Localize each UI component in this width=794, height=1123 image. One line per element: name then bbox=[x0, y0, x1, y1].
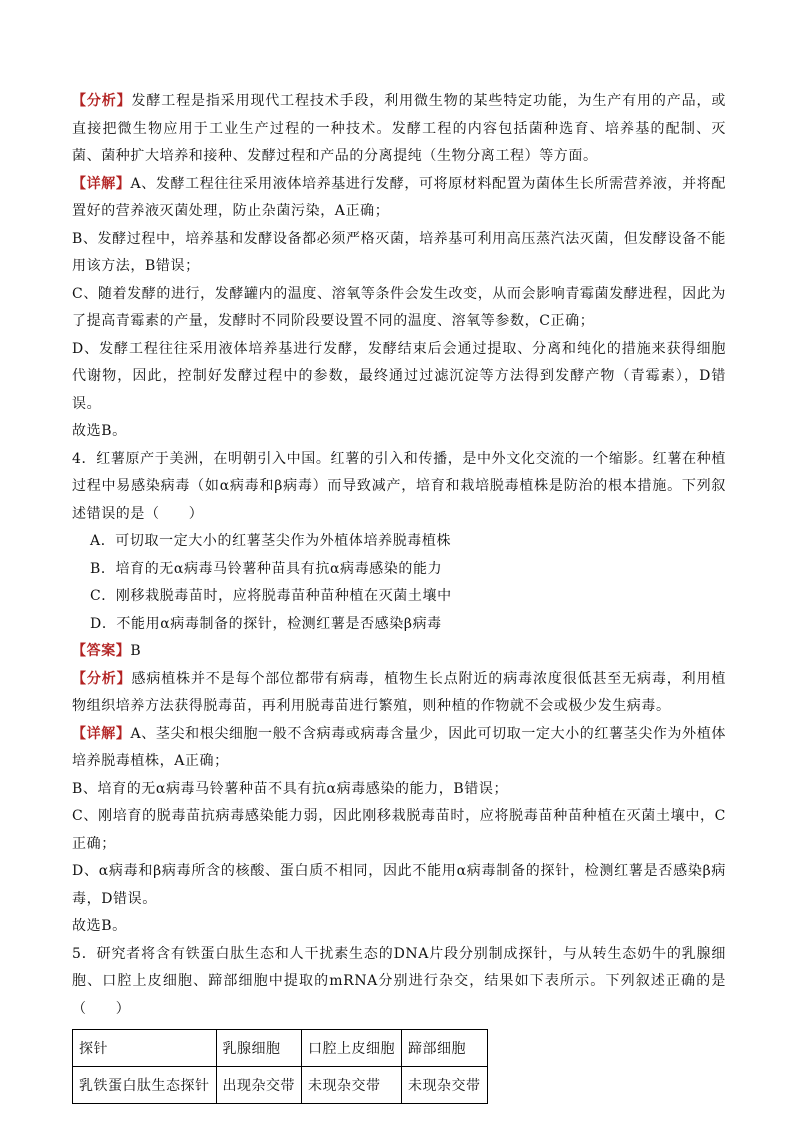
detail-tag: 【详解】 bbox=[72, 725, 131, 742]
detail-text: A、茎尖和根尖细胞一般不含病毒或病毒含量少，因此可切取一定大小的红薯茎尖作为外植体培养脱毒植株，A正确； bbox=[72, 725, 726, 769]
q4-stem: 4．红薯原产于美洲，在明朝引入中国。红薯的引入和传播，是中外文化交流的一个缩影。红薯在种植过程中易感染病毒（如α病毒和β病毒）而导致减产，培育和栽培脱毒植株是防治的根本措施。下列叙述错误的是（ ） bbox=[72, 450, 726, 522]
q3-detail-d: D、发酵工程往往采用液体培养基进行发酵，发酵结束后会通过提取、分离和纯化的措施来获得细胞代谢物，因此，控制好发酵过程中的参数，最终通过过滤沉淀等方法得到发酵产物（青霉素），D错误。 bbox=[72, 340, 726, 412]
q3-conclusion: 故选B。 bbox=[72, 423, 127, 439]
q4-detail-d: D、α病毒和β病毒所含的核酸、蛋白质不相同，因此不能用α病毒制备的探针，检测红薯是否感染β病毒，D错误。 bbox=[72, 863, 726, 907]
detail-tag: 【详解】 bbox=[72, 175, 131, 192]
q3-analysis bbox=[72, 88, 726, 171]
table-cell: 出现杂交带 bbox=[216, 1067, 302, 1104]
q3-detail-a bbox=[72, 171, 726, 226]
table-row bbox=[73, 1067, 488, 1104]
q4-option-c: C．刚移栽脱毒苗时，应将脱毒苗种苗种植在灭菌土壤中 bbox=[90, 588, 452, 604]
analysis-text: 发酵工程是指采用现代工程技术手段，利用微生物的某些特定功能，为生产有用的产品，或直接把微生物应用于工业生产过程的一种技术。发酵工程的内容包括菌种选育、培养基的配制、灭菌、菌种扩大培养和接种、发酵过程和产品的分离提纯（生物分离工程）等方面。 bbox=[72, 93, 726, 164]
table-header-cell: 蹄部细胞 bbox=[402, 1030, 488, 1067]
answer-tag: 【答案】 bbox=[72, 643, 131, 659]
q4-option-b: B．培育的无α病毒马铃薯种苗具有抗α病毒感染的能力 bbox=[90, 560, 443, 577]
table-cell: 未现杂交带 bbox=[402, 1067, 488, 1104]
table-cell: 未现杂交带 bbox=[302, 1067, 402, 1104]
q4-analysis bbox=[72, 666, 726, 721]
q4-detail-a bbox=[72, 721, 726, 776]
q4-option-d: D．不能用α病毒制备的探针，检测红薯是否感染β病毒 bbox=[90, 615, 442, 632]
q4-option-a: A．可切取一定大小的红薯茎尖作为外植体培养脱毒植株 bbox=[90, 533, 452, 549]
analysis-tag: 【分析】 bbox=[72, 93, 132, 109]
q3-detail-c: C、随着发酵的进行，发酵罐内的温度、溶氧等条件会发生改变，从而会影响青霉菌发酵进程，因此为了提高青霉素的产量，发酵时不同阶段要设置不同的温度、溶氧等参数，C正确； bbox=[72, 285, 726, 329]
hybridization-table bbox=[72, 1029, 488, 1104]
detail-text: A、发酵工程往往采用液体培养基进行发酵，可将原材料配置为菌体生长所需营养液，并将配置好的营养液灭菌处理，防止杂菌污染，A正确； bbox=[72, 175, 726, 219]
q4-detail-b: B、培育的无α病毒马铃薯种苗不具有抗α病毒感染的能力，B错误； bbox=[72, 780, 509, 797]
table-cell: 乳铁蛋白肽生态探针 bbox=[73, 1067, 217, 1104]
q4-answer bbox=[72, 638, 726, 666]
q3-detail-b: B、发酵过程中，培养基和发酵设备都必须严格灭菌，培养基可利用高压蒸汽法灭菌，但发酵设备不能用该方法，B错误； bbox=[72, 230, 726, 274]
analysis-text: 感病植株并不是每个部位都带有病毒，植物生长点附近的病毒浓度很低甚至无病毒，利用植物组织培养方法获得脱毒苗，再利用脱毒苗进行繁殖，则种植的作物就不会或极少发生病毒。 bbox=[72, 670, 726, 714]
table-header-row bbox=[73, 1030, 488, 1067]
table-header-cell: 探针 bbox=[73, 1030, 217, 1067]
q4-conclusion: 故选B。 bbox=[72, 918, 127, 934]
q4-detail-c: C、刚培育的脱毒苗抗病毒感染能力弱，因此刚移栽脱毒苗时，应将脱毒苗种苗种植在灭菌土壤中，C正确； bbox=[72, 808, 726, 852]
document-page bbox=[72, 88, 726, 1104]
analysis-tag: 【分析】 bbox=[72, 670, 132, 687]
q5-stem: 5．研究者将含有铁蛋白肽生态和人干扰素生态的DNA片段分别制成探针，与从转生态奶牛的乳腺细胞、口腔上皮细胞、蹄部细胞中提取的mRNA分别进行杂交，结果如下表所示。下列叙述正确的是（ ） bbox=[72, 945, 726, 1017]
answer-value: B bbox=[130, 643, 142, 659]
table-header-cell: 口腔上皮细胞 bbox=[302, 1030, 402, 1067]
table-header-cell: 乳腺细胞 bbox=[216, 1030, 302, 1067]
